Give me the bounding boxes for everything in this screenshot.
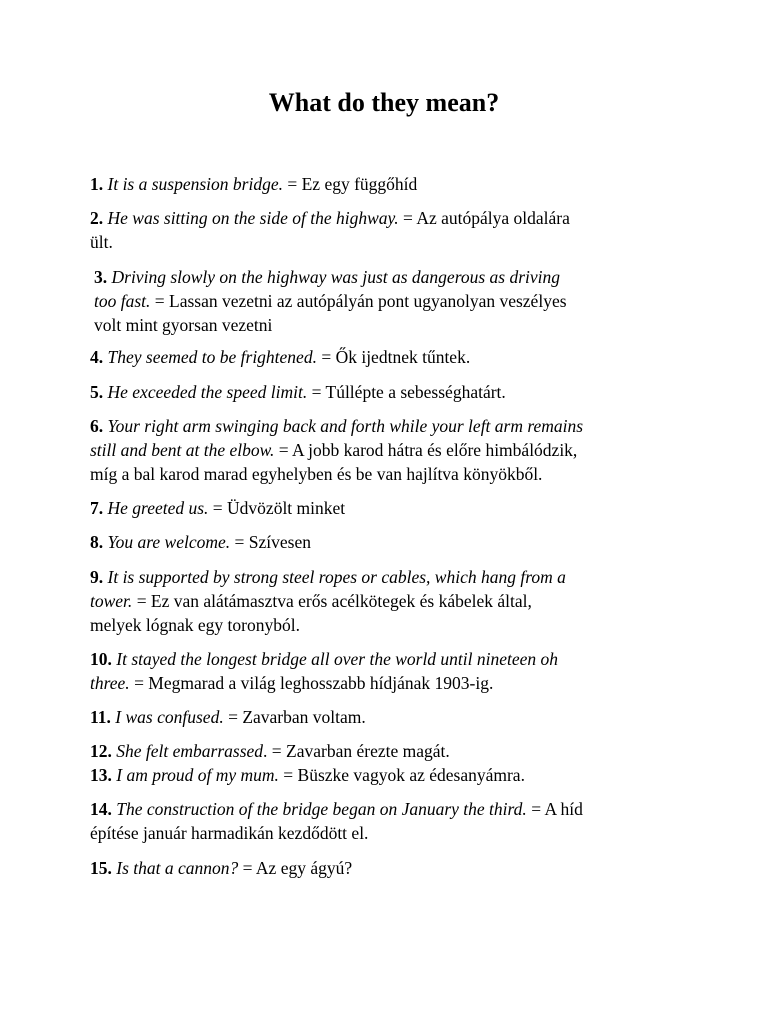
item-line [90, 589, 690, 613]
english-sentence: still and bent at the elbow. [90, 440, 275, 460]
item-line [90, 671, 690, 695]
english-sentence: Is that a cannon? [116, 858, 239, 878]
item-line [90, 438, 690, 462]
item-line [90, 380, 690, 404]
item-number: 7. [90, 498, 108, 518]
english-sentence: Driving slowly on the highway was just as dangerous as driving [111, 267, 561, 287]
item-line [90, 462, 690, 486]
item-number: 2. [90, 208, 108, 228]
hungarian-translation: volt mint gyorsan vezetni [94, 315, 273, 335]
item-line [90, 414, 690, 438]
item-line [90, 705, 690, 729]
english-sentence: I am proud of my mum. [116, 765, 279, 785]
hungarian-translation: építése január harmadikán kezdődött el. [90, 823, 369, 843]
english-sentence: Your right arm swinging back and forth while your left arm remains [107, 416, 584, 436]
list-item [90, 172, 690, 196]
item-line [90, 530, 690, 554]
hungarian-translation: = Ez egy függőhíd [283, 174, 418, 194]
item-line [90, 230, 690, 254]
item-number: 13. [90, 765, 117, 785]
item-line [94, 313, 694, 337]
item-line [90, 172, 690, 196]
english-sentence: He exceeded the speed limit. [107, 382, 308, 402]
item-number: 4. [90, 347, 108, 367]
item-line [90, 856, 690, 880]
list-item [90, 565, 690, 637]
hungarian-translation: ült. [90, 232, 113, 252]
list-item [90, 797, 690, 845]
english-sentence: He greeted us. [107, 498, 209, 518]
item-line [90, 647, 690, 671]
item-number: 14. [90, 799, 117, 819]
list-item [90, 763, 690, 787]
list-item [90, 206, 690, 254]
item-line [90, 496, 690, 520]
hungarian-translation: = Büszke vagyok az édesanyámra. [278, 765, 525, 785]
list-item [90, 414, 690, 486]
hungarian-translation: = Szívesen [230, 532, 311, 552]
english-sentence: It stayed the longest bridge all over the world until nineteen oh [116, 649, 559, 669]
list-item [90, 496, 690, 520]
item-number: 12. [90, 741, 117, 761]
hungarian-translation: = Üdvözölt minket [208, 498, 346, 518]
hungarian-translation: = Túllépte a sebességhatárt. [307, 382, 506, 402]
english-sentence: He was sitting on the side of the highway. [107, 208, 399, 228]
list-item [90, 530, 690, 554]
list-item [90, 739, 690, 763]
item-number: 10. [90, 649, 117, 669]
item-line [94, 289, 694, 313]
list-item [90, 345, 690, 369]
english-sentence: too fast. [94, 291, 151, 311]
item-line [90, 613, 690, 637]
hungarian-translation: . = Zavarban érezte magát. [263, 741, 450, 761]
hungarian-translation: = Lassan vezetni az autópályán pont ugyanolyan veszélyes [150, 291, 567, 311]
english-sentence: It is a suspension bridge. [107, 174, 283, 194]
hungarian-translation: = A jobb karod hátra és előre himbálódzik, [274, 440, 578, 460]
item-line [90, 565, 690, 589]
english-sentence: It is supported by strong steel ropes or cables, which hang from a [107, 567, 566, 587]
item-number: 3. [94, 267, 112, 287]
list-item [94, 265, 694, 337]
page-title: What do they mean? [268, 88, 500, 117]
item-line [90, 797, 690, 821]
list-item [90, 705, 690, 729]
item-number: 5. [90, 382, 108, 402]
item-line [90, 739, 690, 763]
hungarian-translation: = Zavarban voltam. [223, 707, 366, 727]
list-item [90, 856, 690, 880]
english-sentence: They seemed to be frightened. [107, 347, 317, 367]
hungarian-translation: = Megmarad a világ leghosszabb hídjának 1903-ig. [129, 673, 494, 693]
hungarian-translation: = A híd [526, 799, 583, 819]
item-line [90, 206, 690, 230]
list-item [90, 380, 690, 404]
hungarian-translation: = Ez van alátámasztva erős acélkötegek és kábelek által, [132, 591, 532, 611]
item-number: 6. [90, 416, 108, 436]
item-number: 8. [90, 532, 108, 552]
item-number: 1. [90, 174, 108, 194]
list-item [90, 647, 690, 695]
item-line [90, 821, 690, 845]
item-number: 9. [90, 567, 108, 587]
hungarian-translation: = Ők ijedtnek tűntek. [316, 347, 471, 367]
item-number: 15. [90, 858, 117, 878]
hungarian-translation: = Az autópálya oldalára [398, 208, 570, 228]
hungarian-translation: míg a bal karod marad egyhelyben és be van hajlítva könyökből. [90, 464, 543, 484]
item-number: 11. [90, 707, 116, 727]
item-line [90, 763, 690, 787]
english-sentence: The construction of the bridge began on January the third. [116, 799, 527, 819]
item-line [90, 345, 690, 369]
english-sentence: I was confused. [115, 707, 224, 727]
english-sentence: three. [90, 673, 130, 693]
item-line [94, 265, 694, 289]
hungarian-translation: melyek lógnak egy toronyból. [90, 615, 300, 635]
hungarian-translation: = Az egy ágyú? [238, 858, 353, 878]
english-sentence: You are welcome. [107, 532, 231, 552]
english-sentence: tower. [90, 591, 133, 611]
english-sentence: She felt embarrassed [116, 741, 264, 761]
